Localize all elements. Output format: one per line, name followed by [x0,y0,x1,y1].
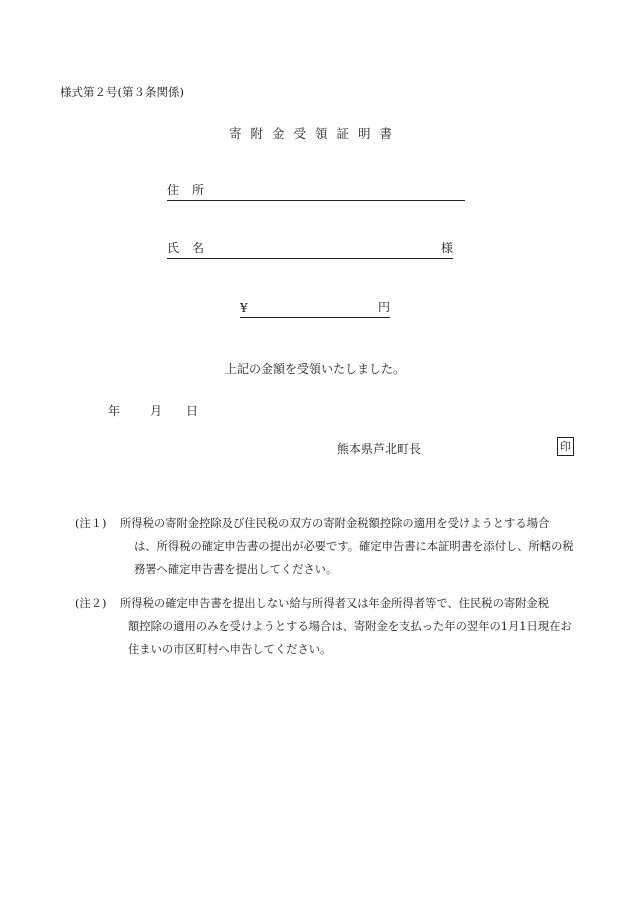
date-line [108,402,198,419]
received-statement: 上記の金額を受領いたしました。 [224,362,405,376]
note-2-line-2: 額控除の適用のみを受けようとする場合は、寄附金を支払った年の翌年の1月1日現在お [128,620,572,633]
date-month: 月 [150,404,163,418]
document-title: 寄附金受領証明書 [228,126,401,141]
address-field[interactable] [167,182,465,201]
note-2-line-3: 住まいの市区町村へ申告してください。 [128,643,332,656]
note-2-line-1: 所得税の確定申告書を提出しない給与所得者又は年金所得者等で、住民税の寄附金税 [120,597,550,610]
note-2 [75,592,583,661]
date-year: 年 [108,404,121,418]
form-number: 様式第２号(第３条関係) [60,85,184,99]
note-1-line-3: 務署へ確定申告書を提出してください。 [134,563,338,576]
note-1-line-1: 所得税の寄附金控除及び住民税の双方の寄附金税額控除の適用を受けようとする場合 [120,517,550,530]
seal-mark: 印 [557,437,574,456]
date-day: 日 [186,404,199,418]
yen-unit: 円 [377,300,390,314]
name-honorific: 様 [440,241,453,255]
note-1-line-2: は、所得税の確定申告書の提出が必要です。確定申告書に本証明書を添付し、所轄の税 [134,540,574,553]
note-1 [75,512,583,581]
note-1-label: (注１) [75,517,107,530]
name-label: 氏名 [167,241,218,255]
amount-field[interactable] [240,299,390,318]
yen-sign: ¥ [240,301,248,315]
address-label: 住所 [167,183,218,197]
note-2-label: (注２) [75,597,107,610]
name-field[interactable] [167,240,453,259]
issuer-name: 熊本県芦北町長 [337,442,422,456]
